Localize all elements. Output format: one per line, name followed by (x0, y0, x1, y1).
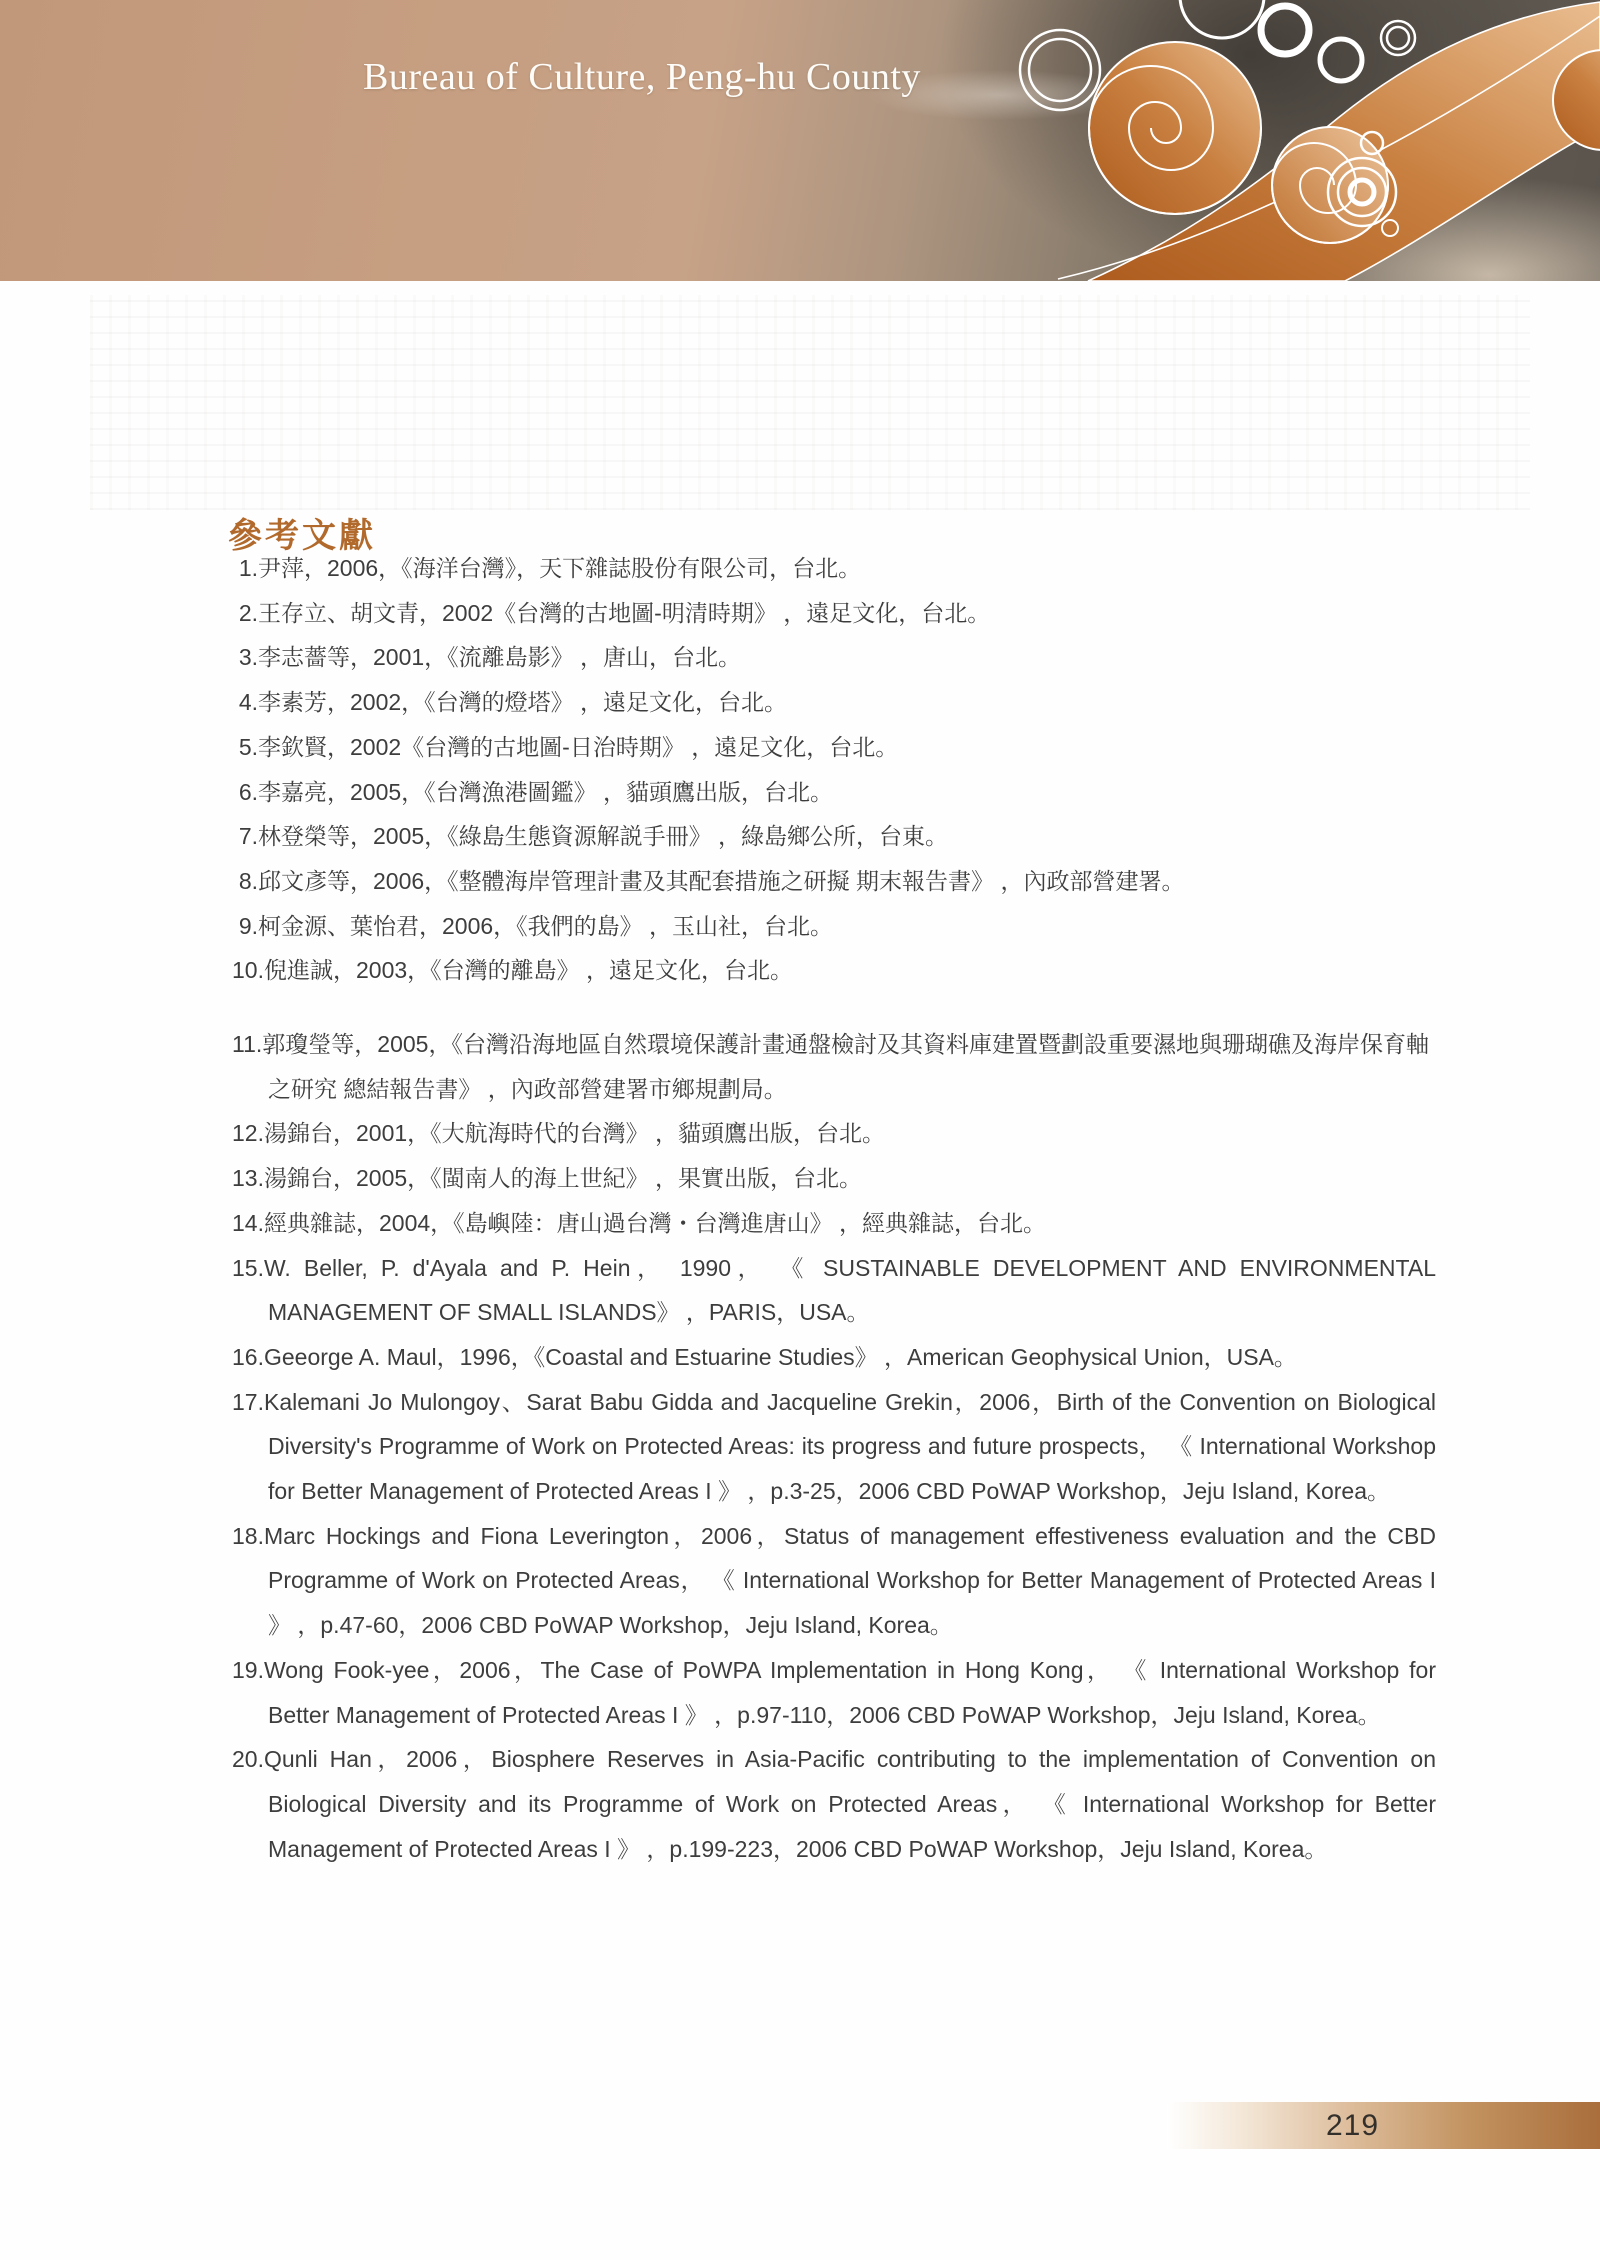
reference-item (232, 1022, 1436, 1111)
reference-item (232, 1380, 1436, 1514)
reference-text: 湯錦台，2001，《大航海時代的台灣》 ，貓頭鷹出版，台北。 (263, 1120, 886, 1147)
reference-number: 16. (232, 1343, 264, 1370)
reference-item (232, 1156, 1436, 1201)
reference-item (232, 546, 1436, 591)
reference-text: 李志薔等，2001，《流離島影》 ，唐山，台北。 (258, 644, 742, 671)
reference-text: 湯錦台，2005，《閩南人的海上世紀》 ，果實出版，台北。 (263, 1165, 863, 1192)
reference-item (232, 859, 1436, 904)
reference-item (232, 635, 1436, 680)
reference-number: 15. (232, 1254, 264, 1281)
reference-list (232, 546, 1436, 1871)
reference-text: Marc Hockings and Fiona Leverington，2006，Status of management effestiveness evaluation and the CBD Programme of Work on Protected Areas， 《 International Workshop for Better Management of Protected Areas I 》 ，p.47-60，2006 CBD PoWAP Workshop，Jeju Island, Korea。 (263, 1522, 1436, 1639)
reference-number: 3. (238, 644, 258, 671)
reference-item (232, 1201, 1436, 1246)
reference-text: 尹萍，2006，《海洋台灣》，天下雜誌股份有限公司，台北。 (258, 555, 862, 581)
reference-item (232, 725, 1436, 770)
reference-number: 8. (238, 867, 258, 894)
reference-text: 林登榮等，2005，《綠島生態資源解説手冊》 ，綠島鄉公所，台東。 (258, 823, 949, 850)
reference-item (232, 948, 1436, 993)
footer-page-bar (1167, 2102, 1600, 2149)
reference-number: 11. (232, 1031, 263, 1058)
reference-text: Kalemani Jo Mulongoy、Sarat Babu Gidda and Jacqueline Grekin，2006，Birth of the Convention on Biological Diversity's Programme of Work on Protected Areas: its progress and future prospects， 《 International Workshop for Better Management of Protected Areas I 》 ，p.3-25，2006 CBD PoWAP Workshop，Jeju Island, Korea。 (263, 1388, 1436, 1505)
page-number: 219 (1325, 2108, 1380, 2142)
reference-item (232, 1246, 1436, 1335)
reference-text: Geeorge A. Maul，1996，《Coastal and Estuarine Studies》 ，American Geophysical Union，USA。 (263, 1343, 1297, 1370)
reference-number: 18. (232, 1522, 264, 1549)
reference-text: 邱文彥等，2006，《整體海岸管理計畫及其配套措施之研擬 期末報告書》 ，內政部營建署。 (258, 867, 1185, 894)
reference-item (232, 680, 1436, 725)
reference-item (232, 1335, 1436, 1380)
reference-number: 19. (232, 1656, 264, 1683)
reference-text: 王存立、胡文青，2002《台灣的古地圖-明清時期》 ，遠足文化，台北。 (258, 599, 991, 626)
reference-item (232, 814, 1436, 859)
reference-item (232, 770, 1436, 815)
reference-text: 郭瓊瑩等，2005，《台灣沿海地區自然環境保護計畫通盤檢討及其資料庫建置暨劃設重要濕地與珊瑚礁及海岸保育軸之研究 總結報告書》 ，內政部營建署市鄉規劃局。 (262, 1031, 1429, 1102)
reference-text: 柯金源、葉怡君，2006，《我們的島》 ，玉山社，台北。 (258, 912, 834, 939)
reference-item (232, 1648, 1436, 1737)
swirl-decoration (1000, 0, 1600, 281)
reference-number: 6. (238, 778, 258, 805)
reference-text: W. Beller, P. d'Ayala and P. Hein， 1990， 《 SUSTAINABLE DEVELOPMENT AND ENVIRONMENTAL MANAGEMENT OF SMALL ISLANDS》 ，PARIS，USA。 (263, 1254, 1436, 1326)
header-banner (0, 0, 1600, 281)
references-heading: 參考文獻 (228, 517, 376, 555)
reference-item (232, 591, 1436, 636)
reference-number: 9. (238, 912, 258, 939)
reference-number: 17. (232, 1388, 264, 1415)
reference-text: Qunli Han，2006，Biosphere Reserves in Asia-Pacific contributing to the implementation of Convention on Biological Diversity and its Programme of Work on Protected Areas， 《 International Workshop for Better Management of Protected Areas I 》 ，p.199-223，2006 CBD PoWAP Workshop，Jeju Island, Korea。 (263, 1746, 1436, 1862)
scan-ghost-noise (90, 295, 1530, 510)
reference-text: 李欽賢，2002《台灣的古地圖-日治時期》 ，遠足文化，台北。 (258, 733, 899, 760)
reference-item (232, 1111, 1436, 1156)
reference-item (232, 904, 1436, 949)
reference-number: 13. (232, 1165, 264, 1192)
reference-number: 12. (232, 1120, 264, 1147)
reference-item (232, 1737, 1436, 1871)
reference-number: 7. (238, 823, 258, 850)
reference-number: 5. (238, 733, 258, 760)
reference-text: 李素芳，2002，《台灣的燈塔》 ，遠足文化，台北。 (258, 689, 788, 716)
reference-number: 14. (232, 1209, 264, 1236)
reference-text: Wong Fook-yee，2006，The Case of PoWPA Implementation in Hong Kong， 《 International Workshop for Better Management of Protected Areas I 》 ，p.97-110，2006 CBD PoWAP Workshop，Jeju Island, Korea。 (263, 1656, 1436, 1728)
bureau-title: Bureau of Culture, Peng-hu County (363, 56, 921, 98)
reference-item (232, 1514, 1436, 1648)
reference-number: 10. (232, 957, 264, 984)
reference-number: 20. (232, 1746, 264, 1773)
reference-text: 經典雜誌，2004，《島嶼陸：唐山過台灣・台灣進唐山》 ，經典雜誌，台北。 (263, 1209, 1047, 1236)
reference-number: 2. (238, 599, 258, 626)
reference-number: 1. (238, 555, 258, 581)
reference-number: 4. (238, 689, 258, 716)
reference-text: 倪進誠，2003，《台灣的離島》 ，遠足文化，台北。 (263, 957, 794, 984)
reference-text: 李嘉亮，2005，《台灣漁港圖鑑》 ，貓頭鷹出版，台北。 (258, 778, 834, 805)
